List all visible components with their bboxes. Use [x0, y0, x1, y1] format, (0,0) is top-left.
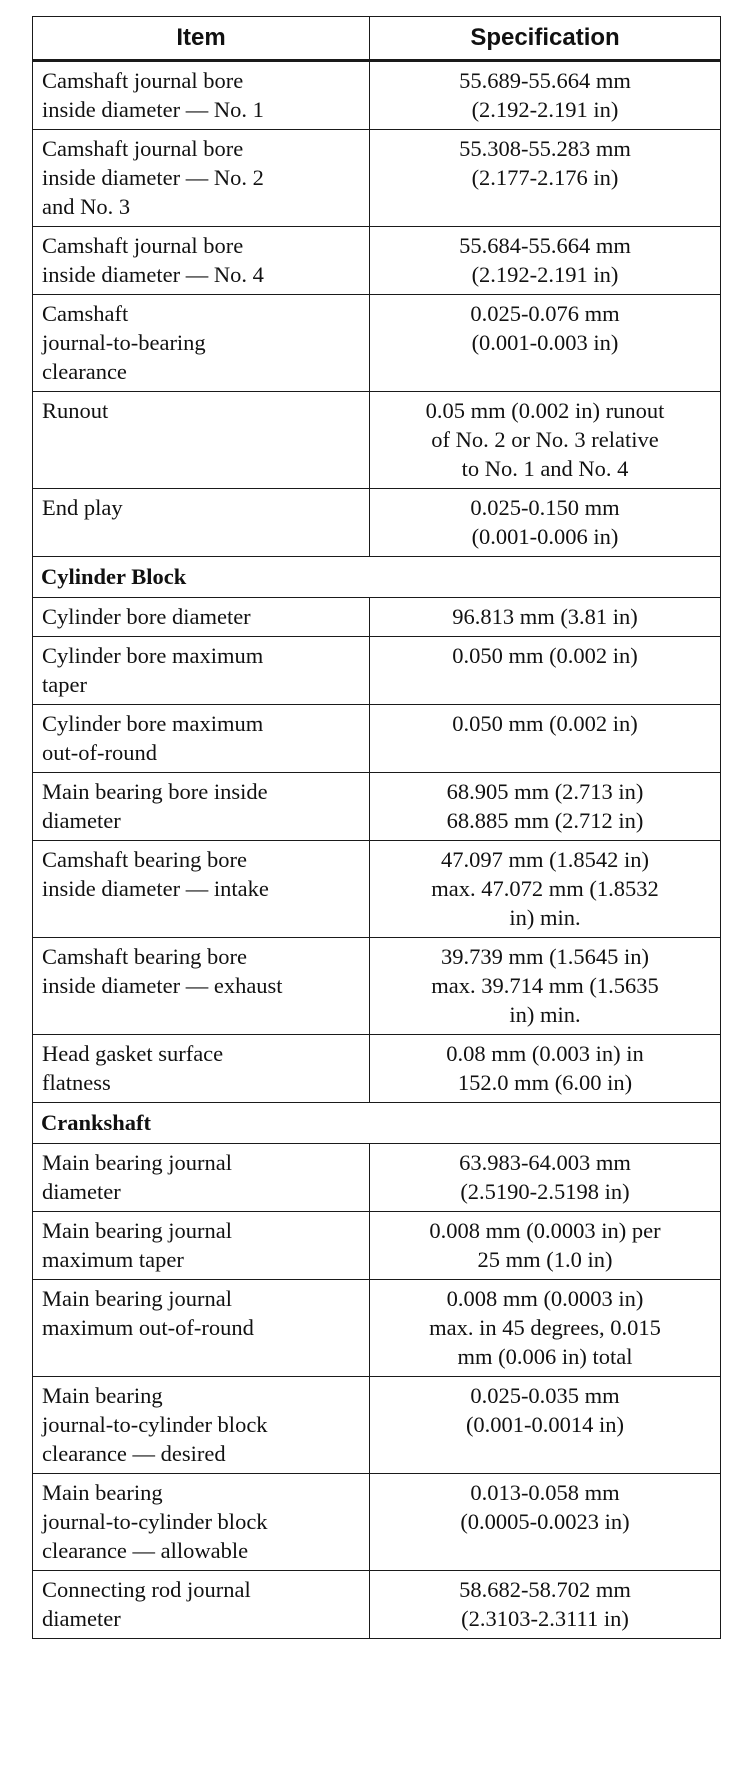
- section-row: [33, 1103, 721, 1144]
- item-cell: [33, 1035, 370, 1103]
- item-cell: [33, 773, 370, 841]
- specification-table: [32, 16, 721, 1639]
- item-text-line: and No. 3: [42, 194, 131, 219]
- item-cell: [33, 1212, 370, 1280]
- spec-text-line: 0.025-0.150 mm: [470, 495, 620, 520]
- table-row: [33, 938, 721, 1035]
- spec-text-line: (2.3103-2.3111 in): [461, 1606, 629, 1631]
- spec-text-line: 39.739 mm (1.5645 in): [440, 944, 650, 969]
- spec-text-line: (2.5190-2.5198 in): [460, 1179, 630, 1204]
- spec-text-line: (2.177-2.176 in): [471, 165, 619, 190]
- item-cell: [33, 598, 370, 637]
- item-cell: [33, 1474, 370, 1571]
- item-text-line: End play: [42, 495, 123, 520]
- spec-cell: [370, 61, 721, 130]
- table-header: [33, 17, 721, 61]
- spec-text-line: 0.050 mm (0.002 in): [452, 643, 638, 668]
- spec-text-line: 0.025-0.076 mm: [470, 301, 620, 326]
- item-text-line: Camshaft bearing bore: [42, 944, 247, 969]
- spec-text-line: (0.001-0.0014 in): [465, 1412, 625, 1437]
- item-text-line: out-of-round: [42, 740, 157, 765]
- item-text-line: inside diameter — No. 2: [42, 165, 264, 190]
- item-text-line: taper: [42, 672, 87, 697]
- item-text-line: Main bearing bore inside: [42, 779, 268, 804]
- item-text-line: journal-to-cylinder block: [42, 1509, 268, 1534]
- item-cell: [33, 637, 370, 705]
- item-cell: [33, 841, 370, 938]
- table-row: [33, 1035, 721, 1103]
- spec-text-line: max. in 45 degrees, 0.015: [429, 1315, 661, 1340]
- table-row: [33, 489, 721, 557]
- spec-text-line: 25 mm (1.0 in): [477, 1247, 613, 1272]
- item-text-line: inside diameter — intake: [42, 876, 269, 901]
- item-text-line: journal-to-cylinder block: [42, 1412, 268, 1437]
- spec-cell: [370, 1035, 721, 1103]
- item-text-line: Cylinder bore diameter: [42, 604, 251, 629]
- item-text-line: Camshaft bearing bore: [42, 847, 247, 872]
- section-heading: Cylinder Block: [33, 557, 721, 598]
- item-cell: [33, 61, 370, 130]
- item-text-line: maximum taper: [42, 1247, 184, 1272]
- item-cell: [33, 1571, 370, 1639]
- item-cell: [33, 489, 370, 557]
- spec-cell: [370, 392, 721, 489]
- table-row: [33, 392, 721, 489]
- item-text-line: Camshaft journal bore: [42, 136, 244, 161]
- item-text-line: Main bearing: [42, 1480, 163, 1505]
- item-text-line: Camshaft journal bore: [42, 233, 244, 258]
- spec-text-line: 47.097 mm (1.8542 in): [440, 847, 650, 872]
- table-row: [33, 705, 721, 773]
- item-cell: [33, 938, 370, 1035]
- item-cell: [33, 392, 370, 489]
- spec-cell: [370, 295, 721, 392]
- spec-text-line: 0.008 mm (0.0003 in) per: [429, 1218, 661, 1243]
- item-text-line: Cylinder bore maximum: [42, 643, 264, 668]
- table-row: [33, 1144, 721, 1212]
- item-cell: [33, 1144, 370, 1212]
- item-cell: [33, 1280, 370, 1377]
- spec-text-line: (2.192-2.191 in): [471, 262, 619, 287]
- item-text-line: clearance: [42, 359, 127, 384]
- item-text-line: diameter: [42, 1606, 121, 1631]
- spec-text-line: 55.308-55.283 mm: [459, 136, 631, 161]
- spec-text-line: 68.905 mm (2.713 in): [446, 779, 644, 804]
- table-row: [33, 130, 721, 227]
- spec-text-line: 152.0 mm (6.00 in): [457, 1070, 633, 1095]
- spec-text-line: (0.001-0.003 in): [471, 330, 619, 355]
- item-text-line: inside diameter — No. 1: [42, 97, 264, 122]
- item-text-line: clearance — allowable: [42, 1538, 249, 1563]
- spec-text-line: 0.008 mm (0.0003 in): [446, 1286, 644, 1311]
- spec-cell: [370, 1474, 721, 1571]
- table-row: [33, 61, 721, 130]
- spec-cell: [370, 1280, 721, 1377]
- item-text-line: journal-to-bearing: [42, 330, 206, 355]
- spec-text-line: (0.001-0.006 in): [471, 524, 619, 549]
- spec-text-line: 0.050 mm (0.002 in): [452, 711, 638, 736]
- table-row: [33, 1474, 721, 1571]
- spec-cell: [370, 130, 721, 227]
- spec-text-line: in) min.: [509, 1002, 581, 1027]
- table-row: [33, 295, 721, 392]
- spec-cell: [370, 489, 721, 557]
- item-text-line: Main bearing journal: [42, 1218, 232, 1243]
- table-row: [33, 598, 721, 637]
- spec-text-line: 0.025-0.035 mm: [470, 1383, 620, 1408]
- spec-cell: [370, 773, 721, 841]
- item-text-line: maximum out-of-round: [42, 1315, 254, 1340]
- item-text-line: Cylinder bore maximum: [42, 711, 264, 736]
- spec-text-line: of No. 2 or No. 3 relative: [431, 427, 659, 452]
- spec-cell: [370, 598, 721, 637]
- table-row: [33, 841, 721, 938]
- table-row: [33, 1377, 721, 1474]
- table-row: [33, 637, 721, 705]
- item-cell: [33, 705, 370, 773]
- item-text-line: Head gasket surface: [42, 1041, 224, 1066]
- item-cell: [33, 1377, 370, 1474]
- table-row: [33, 1212, 721, 1280]
- spec-text-line: (2.192-2.191 in): [471, 97, 619, 122]
- item-text-line: inside diameter — exhaust: [42, 973, 283, 998]
- item-cell: [33, 130, 370, 227]
- spec-text-line: (0.0005-0.0023 in): [460, 1509, 630, 1534]
- table-row: [33, 1571, 721, 1639]
- spec-cell: [370, 841, 721, 938]
- item-cell: [33, 295, 370, 392]
- item-text-line: Runout: [42, 398, 109, 423]
- spec-text-line: max. 47.072 mm (1.8532: [431, 876, 659, 901]
- spec-text-line: 68.885 mm (2.712 in): [446, 808, 644, 833]
- spec-cell: [370, 938, 721, 1035]
- table-body: [33, 61, 721, 1639]
- spec-cell: [370, 1212, 721, 1280]
- table-row: [33, 227, 721, 295]
- item-text-line: Main bearing: [42, 1383, 163, 1408]
- spec-text-line: max. 39.714 mm (1.5635: [431, 973, 659, 998]
- header-row: [33, 17, 721, 61]
- spec-cell: [370, 1377, 721, 1474]
- spec-cell: [370, 637, 721, 705]
- spec-text-line: 58.682-58.702 mm: [459, 1577, 631, 1602]
- spec-text-line: 0.08 mm (0.003 in) in: [446, 1041, 644, 1066]
- spec-cell: [370, 227, 721, 295]
- item-text-line: Main bearing journal: [42, 1150, 232, 1175]
- spec-cell: [370, 1144, 721, 1212]
- spec-cell: [370, 1571, 721, 1639]
- section-heading: Crankshaft: [33, 1103, 721, 1144]
- table-row: [33, 773, 721, 841]
- spec-text-line: 0.05 mm (0.002 in) runout: [425, 398, 665, 423]
- item-text-line: Camshaft journal bore: [42, 68, 244, 93]
- spec-text-line: in) min.: [509, 905, 581, 930]
- spec-text-line: to No. 1 and No. 4: [461, 456, 629, 481]
- spec-text-line: 55.684-55.664 mm: [459, 233, 631, 258]
- spec-text-line: 0.013-0.058 mm: [470, 1480, 620, 1505]
- item-text-line: Camshaft: [42, 301, 129, 326]
- spec-text-line: 55.689-55.664 mm: [459, 68, 631, 93]
- spec-cell: [370, 705, 721, 773]
- item-text-line: inside diameter — No. 4: [42, 262, 264, 287]
- item-text-line: clearance — desired: [42, 1441, 226, 1466]
- item-text-line: Connecting rod journal: [42, 1577, 251, 1602]
- section-row: [33, 557, 721, 598]
- item-text-line: diameter: [42, 808, 121, 833]
- item-text-line: diameter: [42, 1179, 121, 1204]
- item-text-line: Main bearing journal: [42, 1286, 232, 1311]
- item-cell: [33, 227, 370, 295]
- spec-text-line: 63.983-64.003 mm: [459, 1150, 631, 1175]
- spec-text-line: 96.813 mm (3.81 in): [452, 604, 638, 629]
- table-row: [33, 1280, 721, 1377]
- item-text-line: flatness: [42, 1070, 111, 1095]
- item-column-header: Item: [33, 17, 370, 61]
- specification-column-header: Specification: [370, 17, 721, 61]
- spec-text-line: mm (0.006 in) total: [457, 1344, 633, 1369]
